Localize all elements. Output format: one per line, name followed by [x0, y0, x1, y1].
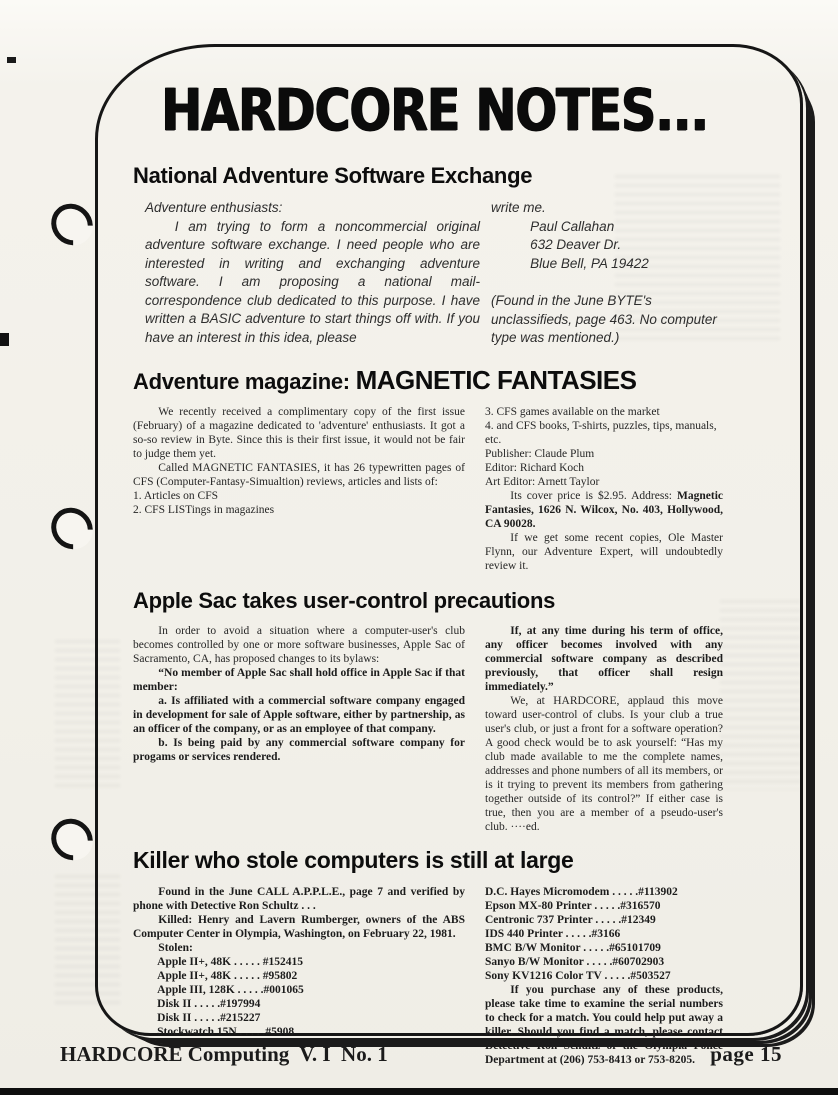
- letter-column: [145, 199, 480, 348]
- scan-edge-bar: [0, 1088, 838, 1095]
- paragraph: I am trying to form a noncommercial original adventure software exchange. I need people who are interested in writing and exchanging adventure software. I am proposing a national mail-correspondence club dedicated to this purpose. I have written a BASIC adventure to start things off with. If you have an interest in this idea, please: [145, 218, 480, 345]
- column-right: [485, 405, 723, 573]
- paragraph: Apple II+, 48K . . . . . #152415: [157, 955, 303, 968]
- paragraph: 4. and CFS books, T-shirts, puzzles, tips, manuals, etc.: [485, 420, 717, 447]
- paragraph: IDS 440 Printer . . . . .#3166: [485, 927, 621, 940]
- paragraph: “No member of Apple Sac shall hold office in Apple Sac if that member:: [133, 667, 465, 694]
- column-left: [133, 624, 465, 834]
- paragraph: If you purchase any of these products, please take time to examine the serial numbers to check for a match. You could help put away a killer. Should you find a match, please contact Detective Ron Schultz of the Olympia Police Department at (206) 753-8413 or 753-8205.: [485, 983, 723, 1066]
- paragraph: (Found in the June BYTE's unclassifieds, page 463. No computer type was mentioned.): [491, 293, 717, 346]
- paragraph: Centronic 737 Printer . . . . .#12349: [485, 913, 656, 926]
- paragraph: 2. CFS LISTings in magazines: [133, 504, 275, 517]
- section-adventure-exchange: [133, 164, 723, 348]
- section-heading: Killer who stole computers is still at large: [133, 847, 574, 874]
- footer-page-number: page 15: [710, 1042, 782, 1066]
- paragraph: D.C. Hayes Micromodem . . . . .#113902: [485, 885, 678, 898]
- paragraph: 632 Deaver Dr.: [530, 237, 622, 253]
- page-content: [133, 77, 723, 1067]
- paragraph: We, at HARDCORE, applaud this move toward user-control of clubs. Is your club a true user's club, or just a front for a software operation? A good check would be to ask yourself: “Has my club made available to me the complete names, addresses and phone numbers of all its members, or is it trying to prevent its members from gathering together outside of its control?” If either case is true, then you are a member of a pseudo-user's club. ····ed.: [485, 695, 723, 834]
- paragraph: Publisher: Claude Plum: [485, 448, 595, 461]
- scan-artifact: [7, 57, 16, 63]
- paragraph: Epson MX-80 Printer . . . . .#316570: [485, 899, 661, 912]
- paragraph: BMC B/W Monitor . . . . .#65101709: [485, 941, 661, 954]
- page-footer: [60, 1042, 782, 1067]
- paragraph: Disk II . . . . .#215227: [157, 1011, 261, 1024]
- paragraph: Sanyo B/W Monitor . . . . .#60702903: [485, 955, 665, 968]
- paragraph: Sony KV1216 Color TV . . . . .#503527: [485, 969, 671, 982]
- section-heading: [133, 366, 723, 395]
- section-apple-sac: [133, 589, 723, 834]
- column-right: [485, 624, 723, 834]
- paragraph: Killed: Henry and Lavern Rumberger, owners of the ABS Computer Center in Olympia, Washington, on February 22, 1981.: [133, 913, 465, 940]
- magazine-logo: HARDCORE NOTES...: [161, 77, 708, 145]
- paragraph: If we get some recent copies, Ole Master Flynn, our Adventure Expert, will undoubtedly review it.: [485, 532, 723, 573]
- paragraph: We recently received a complimentary copy of the first issue (February) of a magazine dedicated to 'adventure' enthusiasts. It got a so-so review in Byte. Since this is their first issue, it would not be fair to judge them yet.: [133, 406, 465, 461]
- paragraph: Editor: Richard Koch: [485, 462, 585, 475]
- paragraph: Stolen:: [158, 941, 193, 954]
- text-run: Magnetic Fantasies, 1626 N. Wilcox, No. 403, Hollywood, CA 90028.: [485, 490, 723, 531]
- heading-title: MAGNETIC FANTASIES: [355, 364, 637, 395]
- section-magnetic-fantasies: [133, 366, 723, 574]
- footer-journal-title: HARDCORE Computing V. I No. 1: [60, 1042, 388, 1066]
- paragraph: Called MAGNETIC FANTASIES, it has 26 typewritten pages of CFS (Computer-Fantasy-Simualtion) reviews, articles and lists of:: [133, 462, 465, 489]
- paragraph: Art Editor: Arnett Taylor: [485, 476, 600, 489]
- paragraph: [485, 489, 723, 531]
- punch-hole-icon: [43, 499, 102, 558]
- section-killer-at-large: [133, 848, 723, 1066]
- paragraph: If, at any time during his term of office, any officer becomes involved with any commercial software company as described previously, that officer shall resign immediately.”: [485, 625, 723, 694]
- section-heading: Apple Sac takes user-control precautions: [133, 588, 556, 614]
- paragraph: Apple III, 128K . . . . .#001065: [157, 983, 304, 996]
- column-right: [485, 885, 723, 1067]
- heading-prefix: Adventure magazine:: [133, 368, 356, 394]
- column-left: [133, 405, 465, 573]
- paragraph: b. Is being paid by any commercial software company for progams or services rendered.: [133, 737, 465, 764]
- paragraph: 1. Articles on CFS: [133, 490, 218, 503]
- reply-address-column: [491, 199, 723, 348]
- paragraph: a. Is affiliated with a commercial software company engaged in development for sale of Apple software, either by partnership, as an officer of the company, or as an employee of that company.: [133, 695, 465, 736]
- paragraph: Disk II . . . . .#197994: [157, 997, 261, 1010]
- paragraph: 3. CFS games available on the market: [485, 406, 660, 419]
- paragraph: Found in the June CALL A.P.P.L.E., page 7 and verified by phone with Detective Ron Schultz . . .: [133, 885, 465, 912]
- paragraph: Stockwatch 15N . . . . .#5908: [157, 1025, 295, 1038]
- paragraph: Blue Bell, PA 19422: [530, 255, 649, 271]
- punch-hole-icon: [43, 195, 102, 254]
- column-left: [133, 885, 465, 1067]
- punch-hole-icon: [43, 810, 102, 869]
- paragraph: Adventure enthusiasts:: [145, 200, 283, 216]
- scan-artifact: [0, 333, 9, 346]
- text-run: Its cover price is $2.95. Address:: [510, 490, 678, 503]
- paragraph: Paul Callahan: [530, 218, 615, 234]
- paragraph: In order to avoid a situation where a computer-user's club becomes controlled by one or more software businesses, Apple Sac of Sacramento, CA, has proposed changes to its bylaws:: [133, 625, 465, 666]
- section-heading: National Adventure Software Exchange: [133, 163, 533, 188]
- paragraph: write me.: [491, 200, 546, 216]
- paragraph: Apple II+, 48K . . . . . #95802: [157, 969, 298, 982]
